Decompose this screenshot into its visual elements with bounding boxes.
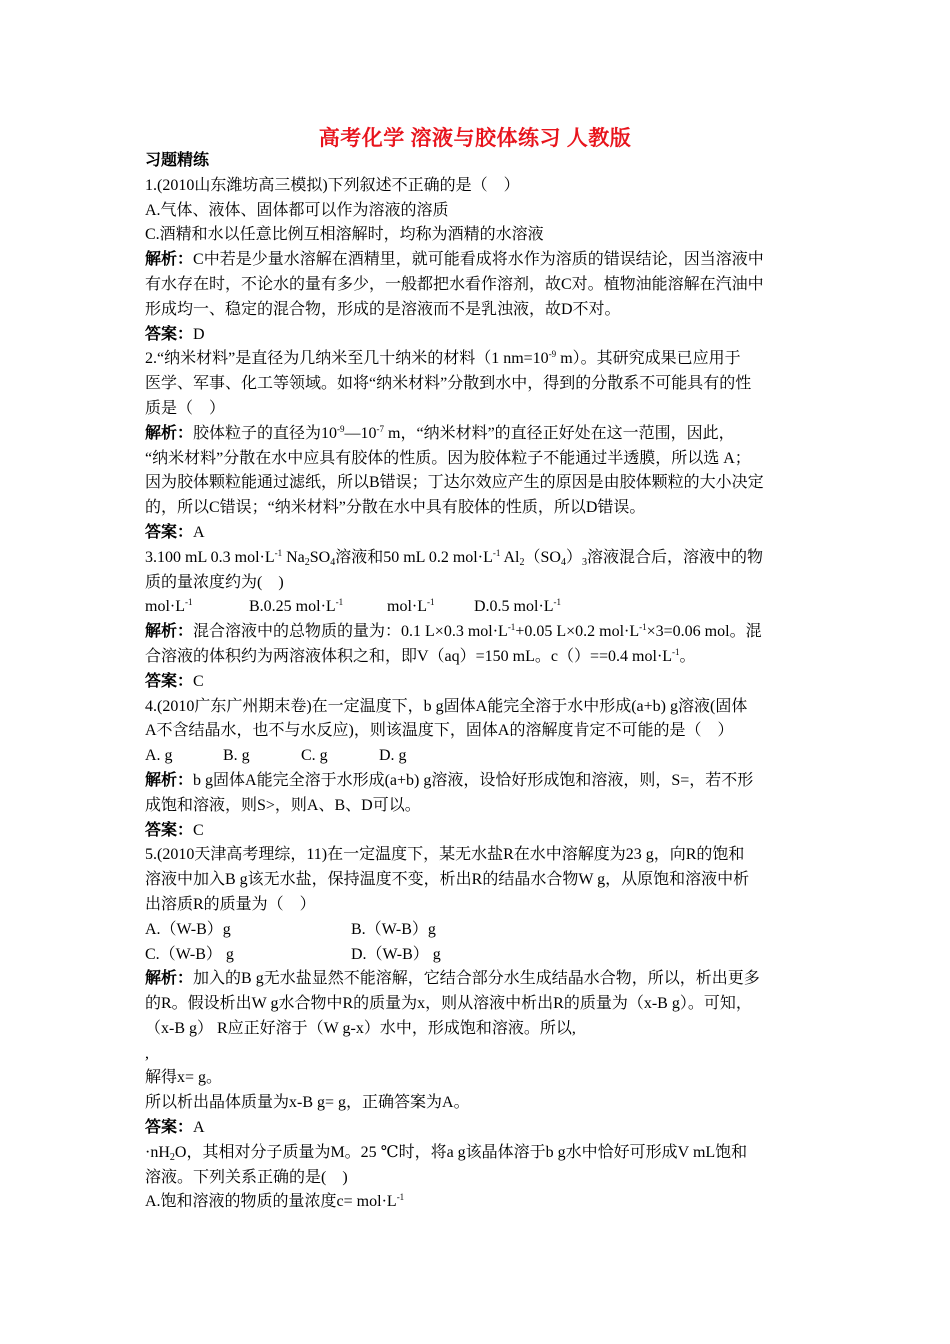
- analysis-label: 解析：: [145, 424, 194, 442]
- q5-analysis-line-5: 解得x= g。: [145, 1069, 223, 1087]
- analysis-text: C中若是少量水溶解在酒精里，就可能看成将水作为溶质的错误结论，因当溶液中: [193, 251, 764, 269]
- text: Al: [500, 548, 520, 566]
- superscript: -1: [492, 547, 501, 558]
- text: mol·L: [145, 598, 185, 616]
- subscript: 2: [519, 556, 525, 568]
- q6-stem-line-2: 溶液。下列关系正确的是( ): [145, 1168, 348, 1186]
- q5-stem-line-1: 5.(2010天津高考理综，11)在一定温度下，某无水盐R在水中溶解度为23 g，向R的饱和: [145, 846, 745, 864]
- q5-options-row-1: [145, 918, 815, 943]
- q1-analysis-line-3: 形成均一、稳定的混合物，形成的是溶液而不是乳浊液，故D不对。: [145, 300, 621, 318]
- q3-option-d: [474, 598, 561, 615]
- superscript: -9: [337, 423, 345, 434]
- analysis-label: 解析：: [145, 771, 194, 789]
- text: ）: [565, 548, 582, 566]
- q5-stem-line-2: 溶液中加入B g该无水盐，保持温度不变，析出R的结晶水合物W g，从原饱和溶液中析: [145, 871, 750, 889]
- answer-value: A: [193, 1119, 205, 1137]
- text: （SO: [524, 548, 561, 566]
- q5-analysis-line-6: 所以析出晶体质量为x-B g= g，正确答案为A。: [145, 1094, 470, 1112]
- document-title: 高考化学 溶液与胶体练习 人教版: [318, 126, 632, 150]
- superscript: -1: [396, 1192, 405, 1203]
- section-header: 习题精练: [145, 152, 210, 169]
- q5-option-d: D.（W-B） g: [351, 945, 441, 963]
- subscript: 2: [169, 1151, 175, 1163]
- superscript: -1: [274, 547, 283, 558]
- q5-stem-line-3: 出溶质R的质量为（ ）: [145, 895, 316, 913]
- q3-stem-line-1: [145, 546, 815, 571]
- q5-analysis-line-4: ,: [145, 1044, 149, 1062]
- text: SO: [309, 548, 331, 566]
- text: Na: [282, 548, 305, 566]
- q3-analysis-line-2: [145, 645, 815, 670]
- q2-analysis-line-4: 的，所以C错误；“纳米材料”分散在水中具有胶体的性质，所以D错误。: [145, 499, 646, 517]
- q4-option-c: C. g: [301, 747, 328, 765]
- q3-option-c: [387, 595, 474, 620]
- text: 合溶液的体积约为两溶液体积之和，即V（aq）=150 mL。c（）==0.4 mol·L: [145, 647, 673, 665]
- text: 溶液混合后，溶液中的物: [586, 548, 763, 566]
- q1-analysis-line-2: 有水存在时，不论水的量有多少，一般都把水看作溶剂，故C对。植物油能溶解在汽油中: [145, 275, 764, 293]
- q3-options: [145, 595, 815, 620]
- superscript: -1: [639, 622, 647, 633]
- q2-stem-line-2: 医学、军事、化工等领域。如将“纳米材料”分散到水中，得到的分散系不可能具有的性: [145, 375, 752, 393]
- q4-stem-line-2: A不含结晶水，也不与水反应)，则该温度下，固体A的溶解度肯定不可能的是（ ）: [145, 722, 734, 740]
- superscript: -1: [427, 597, 435, 608]
- q2-analysis-line-3: 因为胶体颗粒能通过滤纸，所以B错误；丁达尔效应产生的原因是由胶体颗粒的大小决定: [145, 474, 764, 492]
- subscript: 4: [560, 556, 566, 568]
- text: 混合溶液中的总物质的量为：0.1 L×0.3 mol·L: [193, 623, 508, 641]
- text: 3.100 mL 0.3 mol·L: [145, 548, 275, 566]
- text: ×3=0.06 mol。混: [646, 623, 762, 641]
- q1-option-c: C.酒精和水以任意比例互相溶解时，均称为酒精的水溶液: [145, 226, 544, 244]
- superscript: -1: [335, 597, 344, 608]
- text: +0.05 L×0.2 mol·L: [515, 623, 640, 641]
- analysis-label: 解析：: [145, 623, 194, 641]
- text: 胶体粒子的直径为10: [193, 424, 338, 442]
- text: 。: [679, 647, 696, 665]
- text: m，“纳米材料”的直径正好处在这一范围，因此，: [384, 424, 735, 442]
- superscript: -9: [548, 349, 557, 360]
- answer-value: C: [193, 672, 204, 690]
- q4-option-a: A. g: [145, 747, 173, 765]
- q3-option-a: [145, 595, 249, 620]
- text: 溶液和50 mL 0.2 mol·L: [335, 548, 493, 566]
- superscript: -7: [376, 423, 385, 434]
- q6-option-a: [145, 1190, 815, 1215]
- text: mol·L: [387, 598, 427, 616]
- q4-stem-line-1: 4.(2010广东广州期末卷)在一定温度下，b g固体A能完全溶于水中形成(a+b) g溶液(固体: [145, 697, 748, 715]
- q4-analysis-line-2: 成饱和溶液，则S>，则A、B、D可以。: [145, 796, 421, 814]
- q3-stem-line-2: 质的量浓度约为( ): [145, 573, 284, 591]
- q3-option-b: [249, 595, 387, 620]
- q5-analysis-line-2: 的R。假设析出W g水合物中R的质量为x，则从溶液中析出R的质量为（x-B g）。可知，: [145, 995, 752, 1013]
- text: —10: [344, 424, 377, 442]
- q2-answer: [145, 521, 815, 546]
- analysis-label: 解析：: [145, 970, 194, 988]
- q5-option-a: A.（W-B）g: [145, 920, 231, 938]
- q2-analysis-line: [145, 422, 815, 447]
- text: B.0.25 mol·L: [249, 598, 336, 616]
- q6-stem-line-1: [145, 1141, 815, 1166]
- answer-label: 答案：: [145, 1119, 194, 1137]
- q5-analysis-line: [145, 967, 815, 992]
- q4-option-d: D. g: [379, 747, 407, 765]
- analysis-text: b g固体A能完全溶于水形成(a+b) g溶液，设恰好形成饱和溶液，则，S=，若不形: [193, 771, 754, 789]
- superscript: -1: [553, 597, 562, 608]
- subscript: 3: [581, 556, 587, 568]
- q2-analysis-line-2: “纳米材料”分散在水中应具有胶体的性质。因为胶体粒子不能通过半透膜，所以选 A；: [145, 449, 751, 467]
- q1-option-a: A.气体、液体、固体都可以作为溶液的溶质: [145, 201, 449, 219]
- text: A.饱和溶液的物质的量浓度c= mol·L: [145, 1193, 397, 1211]
- q4-answer: [145, 819, 815, 844]
- answer-value: C: [193, 821, 204, 839]
- subscript: 4: [330, 556, 336, 568]
- superscript: -1: [185, 597, 193, 608]
- answer-label: 答案：: [145, 523, 194, 541]
- q2-stem-line-1: [145, 347, 815, 372]
- q4-options: [145, 744, 815, 769]
- q3-answer: [145, 670, 815, 695]
- text: ·nH: [145, 1143, 170, 1161]
- q5-analysis-line-3: （x-B g） R应正好溶于（W g-x）水中，形成饱和溶液。所以,: [145, 1019, 576, 1037]
- text: 2.“纳米材料”是直径为几纳米至几十纳米的材料（1 nm=10: [145, 350, 549, 368]
- q4-option-b: B. g: [223, 747, 250, 765]
- q5-option-c: C.（W-B） g: [145, 945, 234, 963]
- answer-value: D: [193, 325, 205, 343]
- q1-analysis-line: [145, 248, 815, 273]
- q1-answer: [145, 323, 815, 348]
- text: D.0.5 mol·L: [474, 598, 554, 616]
- answer-value: A: [193, 523, 205, 541]
- q2-stem-line-3: 质是（ ）: [145, 399, 226, 417]
- superscript: -1: [672, 646, 680, 657]
- superscript: -1: [507, 622, 516, 633]
- text: m）。其研究成果已应用于: [556, 350, 741, 368]
- subscript: 2: [304, 556, 310, 568]
- q5-options-row-2: [145, 943, 815, 968]
- answer-label: 答案：: [145, 325, 194, 343]
- q3-analysis-line: [145, 620, 815, 645]
- analysis-text: 加入的B g无水盐显然不能溶解，它结合部分水生成结晶水合物，所以，析出更多: [193, 970, 760, 988]
- document-body: [145, 149, 815, 1215]
- q4-analysis-line: [145, 769, 815, 794]
- answer-label: 答案：: [145, 672, 194, 690]
- text: O，其相对分子质量为M。25 ℃时，将a g该晶体溶于b g水中恰好可形成V mL饱和: [174, 1143, 748, 1161]
- q5-answer: [145, 1116, 815, 1141]
- q1-stem: 1.(2010山东潍坊高三模拟)下列叙述不正确的是（ ）: [145, 176, 520, 194]
- answer-label: 答案：: [145, 821, 194, 839]
- q5-option-b: B.（W-B）g: [351, 920, 436, 938]
- analysis-label: 解析：: [145, 251, 194, 269]
